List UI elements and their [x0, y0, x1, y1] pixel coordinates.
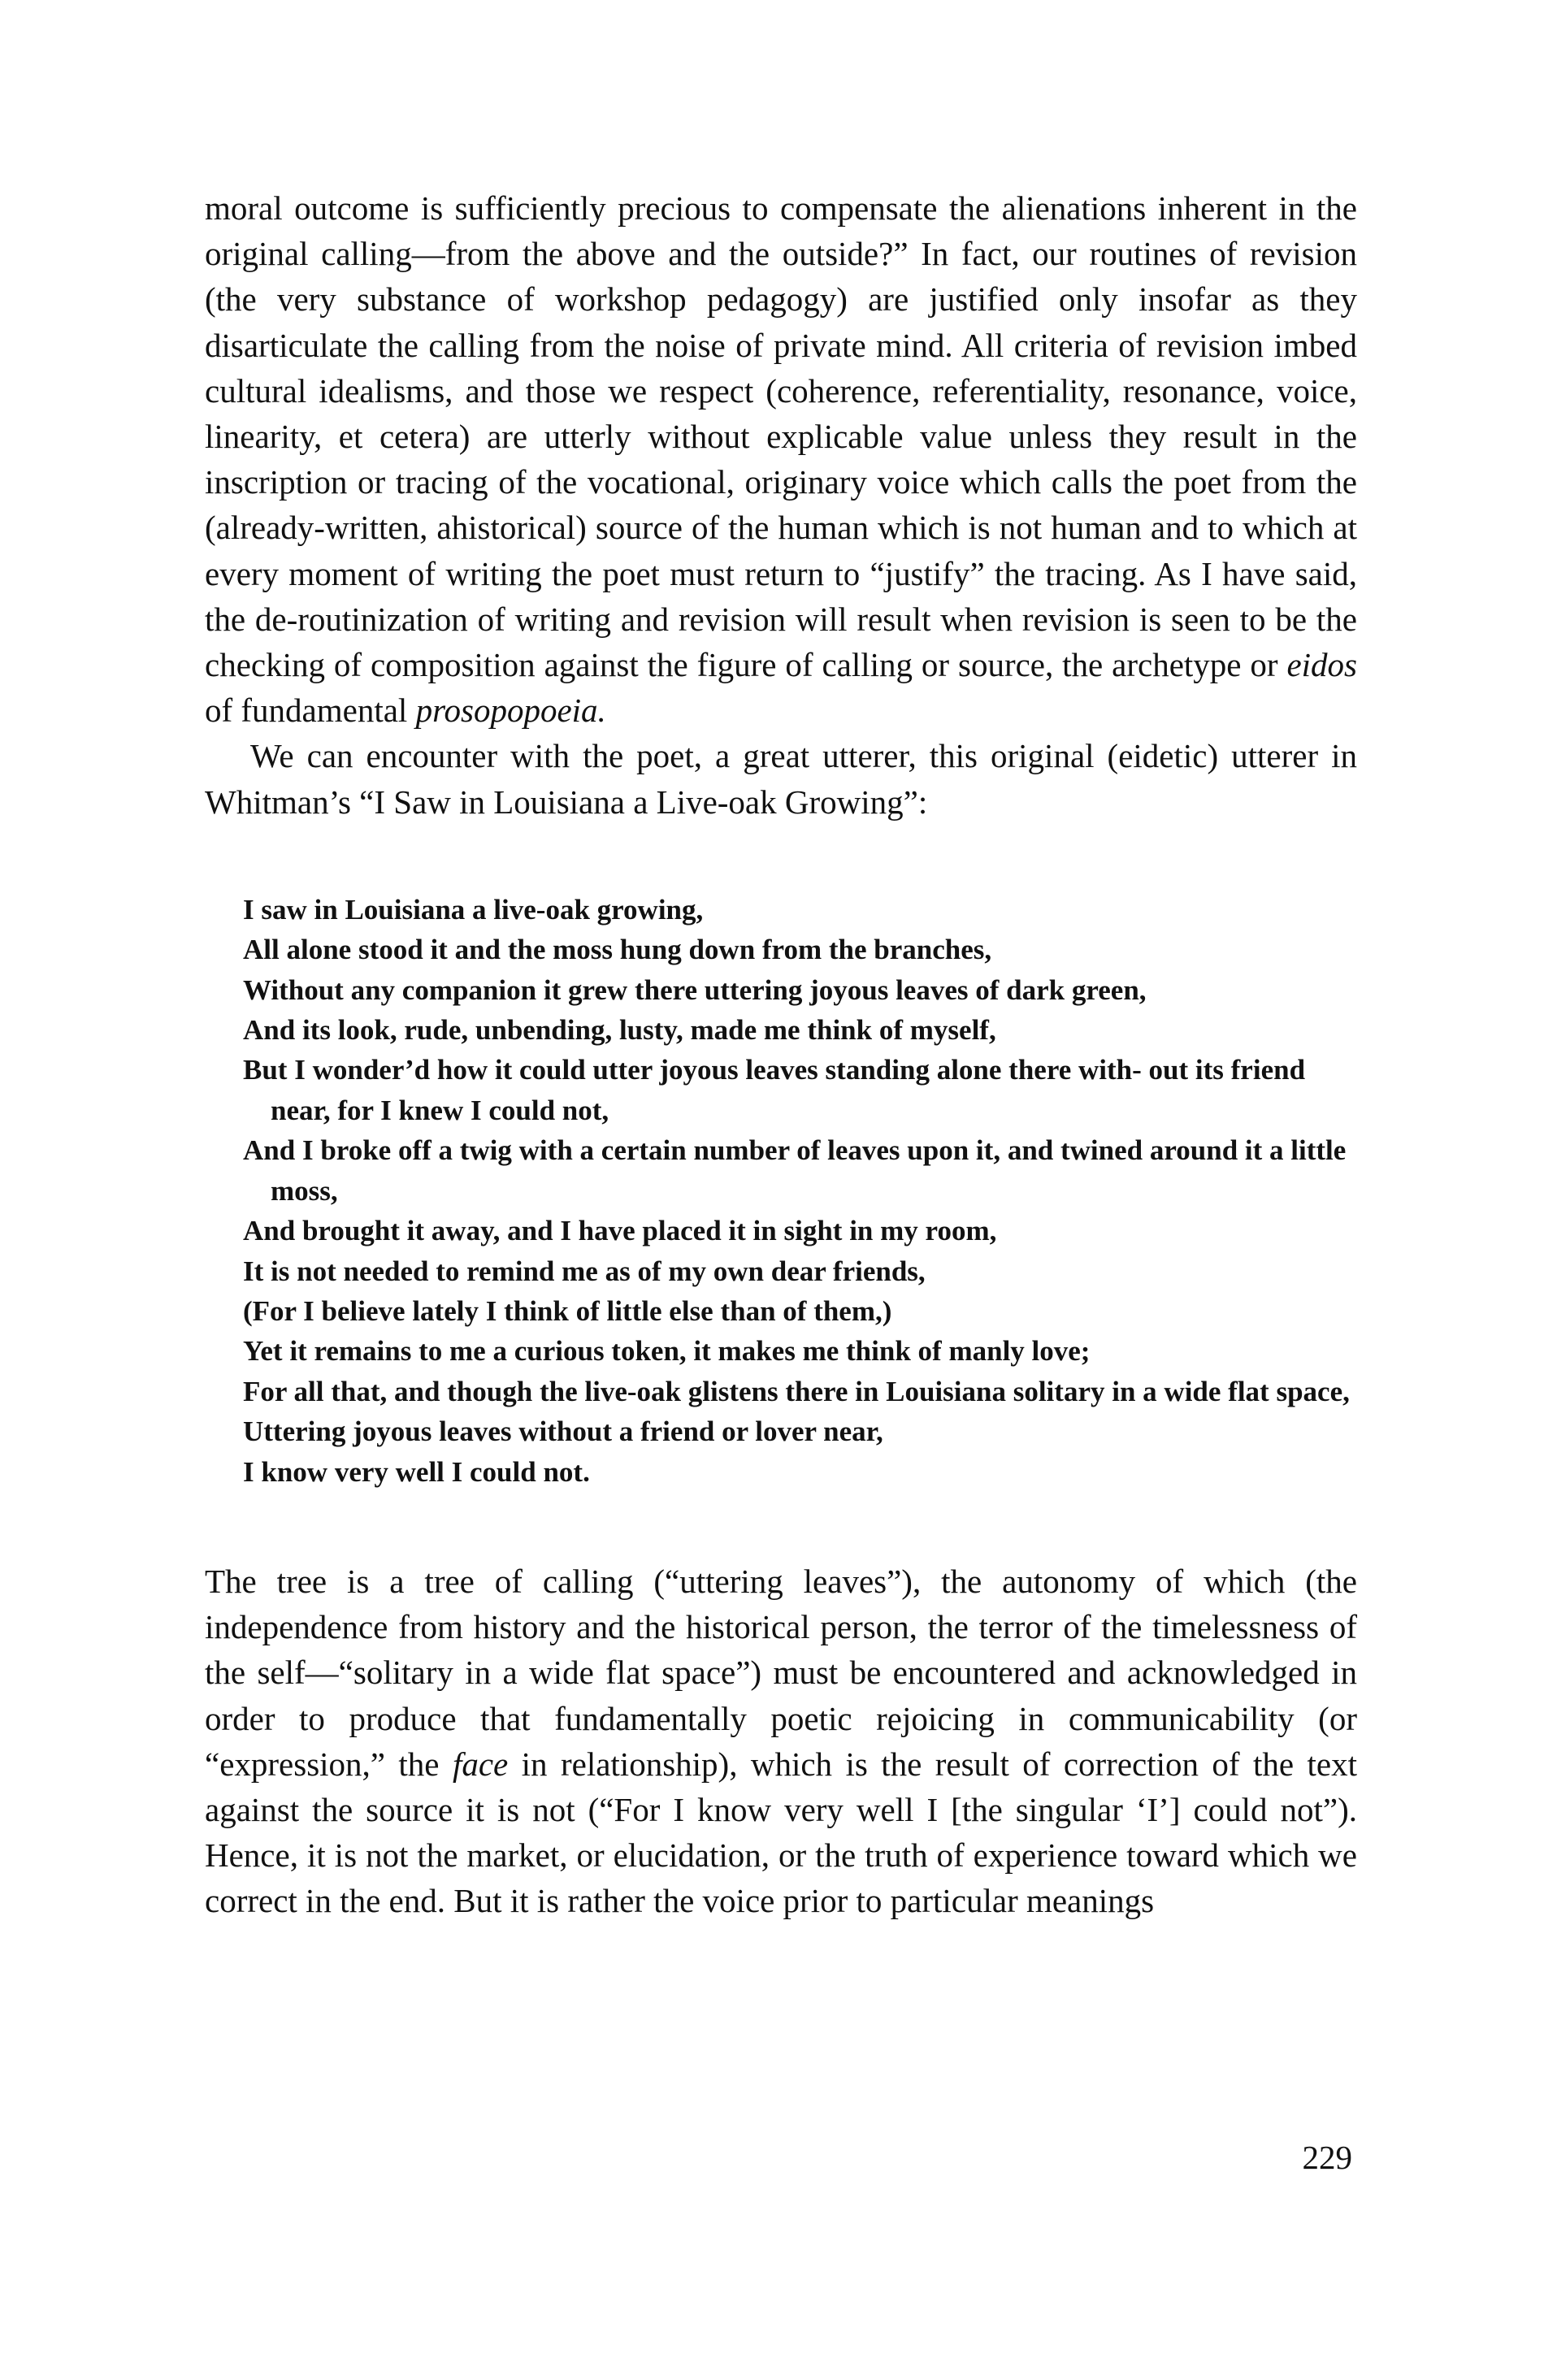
poem-line: It is not needed to remind me as of my own dear friends, [243, 1255, 926, 1287]
prose-section [205, 185, 1357, 825]
paragraph-text: The tree is a tree of calling (“uttering leaves”), the autonomy of which (the independence from history and the historical person, the terror of the timelessness of the self—“solitary in a wide flat space”) must be encountered and acknowledged in order to produce that fundamentally poetic rejoicing in communicability (or “expression,” the [205, 1562, 1357, 1783]
paragraph-continuation [205, 185, 1357, 733]
paragraph-text: moral outcome is sufficiently precious to compensate the alienations inherent in the original calling—from the above and the outside?” In fact, our routines of revision (the very substance of workshop pedagogy) are justified only insofar as they disarticulate the calling from the noise of private mind. All criteria of revision imbed cultural idealisms, and those we respect (coherence, referentiality, resonance, voice, linearity, et cetera) are utterly without explicable value unless they result in the inscription or tracing of the vocational, originary voice which calls the poet from the (already-written, ahistorical) source of the human which is not human and to which at every moment of writing the poet must return to “justify” the tracing. As I have said, the de-routinization of writing and revision will result when revision is seen to be the checking of composition against the figure of calling or source, the archetype or [205, 189, 1357, 684]
page-body [205, 185, 1357, 1924]
poem-line: And I broke off a twig with a certain number of leaves upon it, and twined around it a little moss, [243, 1134, 1347, 1207]
italic-term-prosopopoeia: prosopopoeia. [415, 691, 606, 730]
prose-section [205, 1558, 1357, 1924]
paragraph-commentary [205, 1558, 1357, 1924]
poem-line: And its look, rude, unbending, lusty, made me think of myself, [243, 1014, 996, 1047]
poem-line: I saw in Louisiana a live-oak growing, [243, 893, 704, 926]
poem-line: All alone stood it and the moss hung down from the branches, [243, 934, 992, 966]
poem-line: I know very well I could not. [243, 1455, 590, 1488]
paragraph-text: of fundamental [205, 691, 408, 730]
poem-line: Uttering joyous leaves without a friend or lover near, [243, 1415, 883, 1448]
page-number: 229 [1302, 2139, 1352, 2176]
poem-quotation [243, 890, 1357, 1492]
poem-line: But I wonder’d how it could utter joyous leaves standing alone there with- out its friend near, for I knew I could not, [243, 1054, 1306, 1126]
poem-line: Without any companion it grew there uttering joyous leaves of dark green, [243, 973, 1147, 1006]
poem-line: Yet it remains to me a curious token, it makes me think of manly love; [243, 1335, 1091, 1368]
italic-term-face: face [452, 1745, 509, 1783]
paragraph-intro-poem: We can encounter with the poet, a great utterer, this original (eidetic) utterer in Whitman’s “I Saw in Louisiana a Live-oak Growing”: [205, 737, 1357, 821]
poem-line: And brought it away, and I have placed it in sight in my room, [243, 1215, 997, 1247]
paragraph-text: in relationship), which is the result of correction of the text against the source it is not (“For I know very well I [the singular ‘I’] could not”). Hence, it is not the market, or elucidation, or the truth of experience toward which we correct in the end. But it is rather the voice prior to particular meanings [205, 1745, 1357, 1920]
poem-line: (For I believe lately I think of little else than of them,) [243, 1294, 892, 1327]
italic-term-eidos: eidos [1286, 646, 1357, 684]
poem-line: For all that, and though the live-oak glistens there in Louisiana solitary in a wide flat space, [243, 1375, 1350, 1407]
